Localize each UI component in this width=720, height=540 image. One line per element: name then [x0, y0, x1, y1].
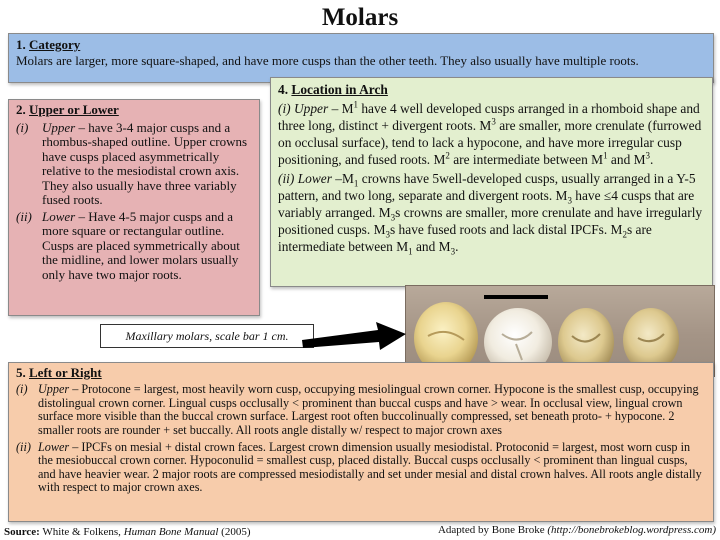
sup: 2: [445, 150, 450, 161]
text: .: [455, 239, 459, 254]
upper-roman: (i): [16, 119, 29, 135]
lr-lower-body: [38, 441, 706, 495]
sup: 1: [353, 99, 359, 110]
text: have 4 well developed cusps arranged in a rhomboid shape and three long, distinct + divergent roots. M: [278, 101, 700, 133]
lower-item: [16, 210, 252, 283]
sub: 1: [353, 178, 359, 189]
upper-lower-heading: [16, 103, 252, 118]
source-label: Source:: [4, 526, 40, 538]
credit-prefix: Adapted by Bone Broke: [437, 524, 548, 536]
location-box: [270, 77, 713, 287]
sub: 3: [385, 229, 390, 240]
scale-bar: [484, 295, 548, 299]
text: and M: [607, 152, 646, 167]
lower-label: Lower: [42, 208, 76, 224]
page-title: Molars: [321, 4, 399, 31]
source-book: Human Bone Manual: [123, 526, 219, 538]
text: have ≤4 cusps that are variably arranged. M: [278, 188, 695, 220]
upper-item: [16, 121, 252, 208]
category-title: Category: [29, 37, 81, 52]
category-box: [8, 33, 714, 83]
lr-upper-roman: (i): [16, 382, 28, 397]
upper-text: – have 3-4 major cusps and a rhombus-shaped outline. Upper crowns have cusps placed asymmetrically relative to the mesiodistal crown axis. They also usually have three variably fused roots.: [42, 119, 248, 207]
category-text: Molars are larger, more square-shaped, and have more cusps than the other teeth. They also usually have multiple roots.: [16, 53, 639, 68]
sub: 1: [408, 246, 413, 257]
text: s are intermediate between M: [278, 222, 652, 254]
lower-body: [42, 210, 252, 283]
location-upper-dash: – M: [331, 101, 354, 116]
location-upper-label: (i) Upper: [278, 101, 329, 116]
location-lower-label: (ii) Lower: [278, 171, 332, 186]
sup: 3: [645, 150, 651, 161]
left-right-heading: [16, 366, 706, 379]
sub: 2: [622, 229, 627, 240]
text: and M: [412, 239, 451, 254]
text: .: [650, 152, 654, 167]
sub: 3: [390, 212, 396, 223]
location-upper-paragraph: [278, 100, 705, 168]
lr-lower-roman: (ii): [16, 440, 31, 455]
upper-lower-number: 2.: [16, 102, 26, 117]
location-heading: [278, 81, 705, 98]
upper-body: [42, 121, 252, 208]
location-lower-paragraph: [278, 170, 705, 255]
text: crowns have 5well-developed cusps, usually arranged in a Y-5 pattern, and two long, separate and divergent roots. M: [278, 171, 696, 203]
sup: 1: [603, 150, 608, 161]
figure-caption: Maxillary molars, scale bar 1 cm.: [100, 324, 314, 348]
left-right-number: 5.: [16, 365, 26, 380]
sub: 3: [450, 246, 456, 257]
category-heading: [16, 37, 706, 53]
lr-upper-body: [38, 383, 706, 437]
lr-lower-label: Lower: [38, 440, 70, 455]
lower-roman: (ii): [16, 208, 32, 224]
lr-upper-label: Upper: [38, 382, 70, 397]
source-year: (2005): [218, 526, 251, 538]
upper-lower-box: [8, 99, 260, 316]
credit-url[interactable]: (http://bonebrokeblog.wordpress.com): [547, 524, 716, 536]
left-right-lower-item: [16, 441, 706, 495]
lr-lower-text: – IPCFs on mesial + distal crown faces. Largest crown dimension usually mesiodistal. Protoconid = largest, most worn cusp in the mesiobuccal crown corner. Hypoconulid = smallest cusp, placed distally. Buccal cusps occlusally < prominent than lingual cusps, and have heavier wear. 2 major roots are compressed mesiodistally and set under mesial and distal crown halves. All roots angle distally with respect to major crown axes.: [38, 440, 702, 495]
text: s crowns are smaller, more crenulate and have irregularly positioned cusps. M: [278, 205, 703, 237]
arrow-right-icon: [300, 320, 408, 352]
left-right-title: Left or Right: [29, 365, 102, 380]
upper-label: Upper: [42, 119, 76, 135]
source-authors: White & Folkens,: [39, 526, 124, 538]
sup: 3: [491, 116, 496, 127]
location-lower-dash: –M: [335, 171, 354, 186]
text: are smaller, more crenulate (furrowed on occlusal surface), tend to lack a hypocone, and have more irregular cusp positioning, and fused roots. M: [278, 118, 702, 167]
sub: 3: [567, 195, 572, 206]
category-number: 1.: [16, 37, 26, 52]
credit-line: [438, 524, 716, 536]
upper-lower-title: Upper or Lower: [29, 102, 119, 117]
left-right-upper-item: [16, 383, 706, 437]
text: s have fused roots and lack distal IPCFs. M: [390, 222, 623, 237]
text: are intermediate between M: [449, 152, 604, 167]
lr-upper-text: – Protocone = largest, most heavily worn cusp, occupying mesiolingual crown corner. Hypocone is the smallest cusp, occupying distolingual crown corner. Lingual cusps occlusally < prominent than buccal cusps and have > wear. In occlusal view, lingual crown surface more visible than the buccal crown surface. Largest root often buccolinually compressed, set beneath proto- + hypocone. 2 smaller roots are rounder + set buccally. All roots angle distally w/ respect to major crown axes: [38, 382, 699, 437]
source-citation: [4, 526, 250, 538]
location-number: 4.: [278, 82, 289, 97]
left-right-box: [8, 362, 714, 522]
lower-text: – Have 4-5 major cusps and a more square or rectangular outline. Cusps are placed symmetrically about the midline, and lower molars usually only have two major roots.: [42, 208, 240, 282]
location-title: Location in Arch: [291, 82, 388, 97]
